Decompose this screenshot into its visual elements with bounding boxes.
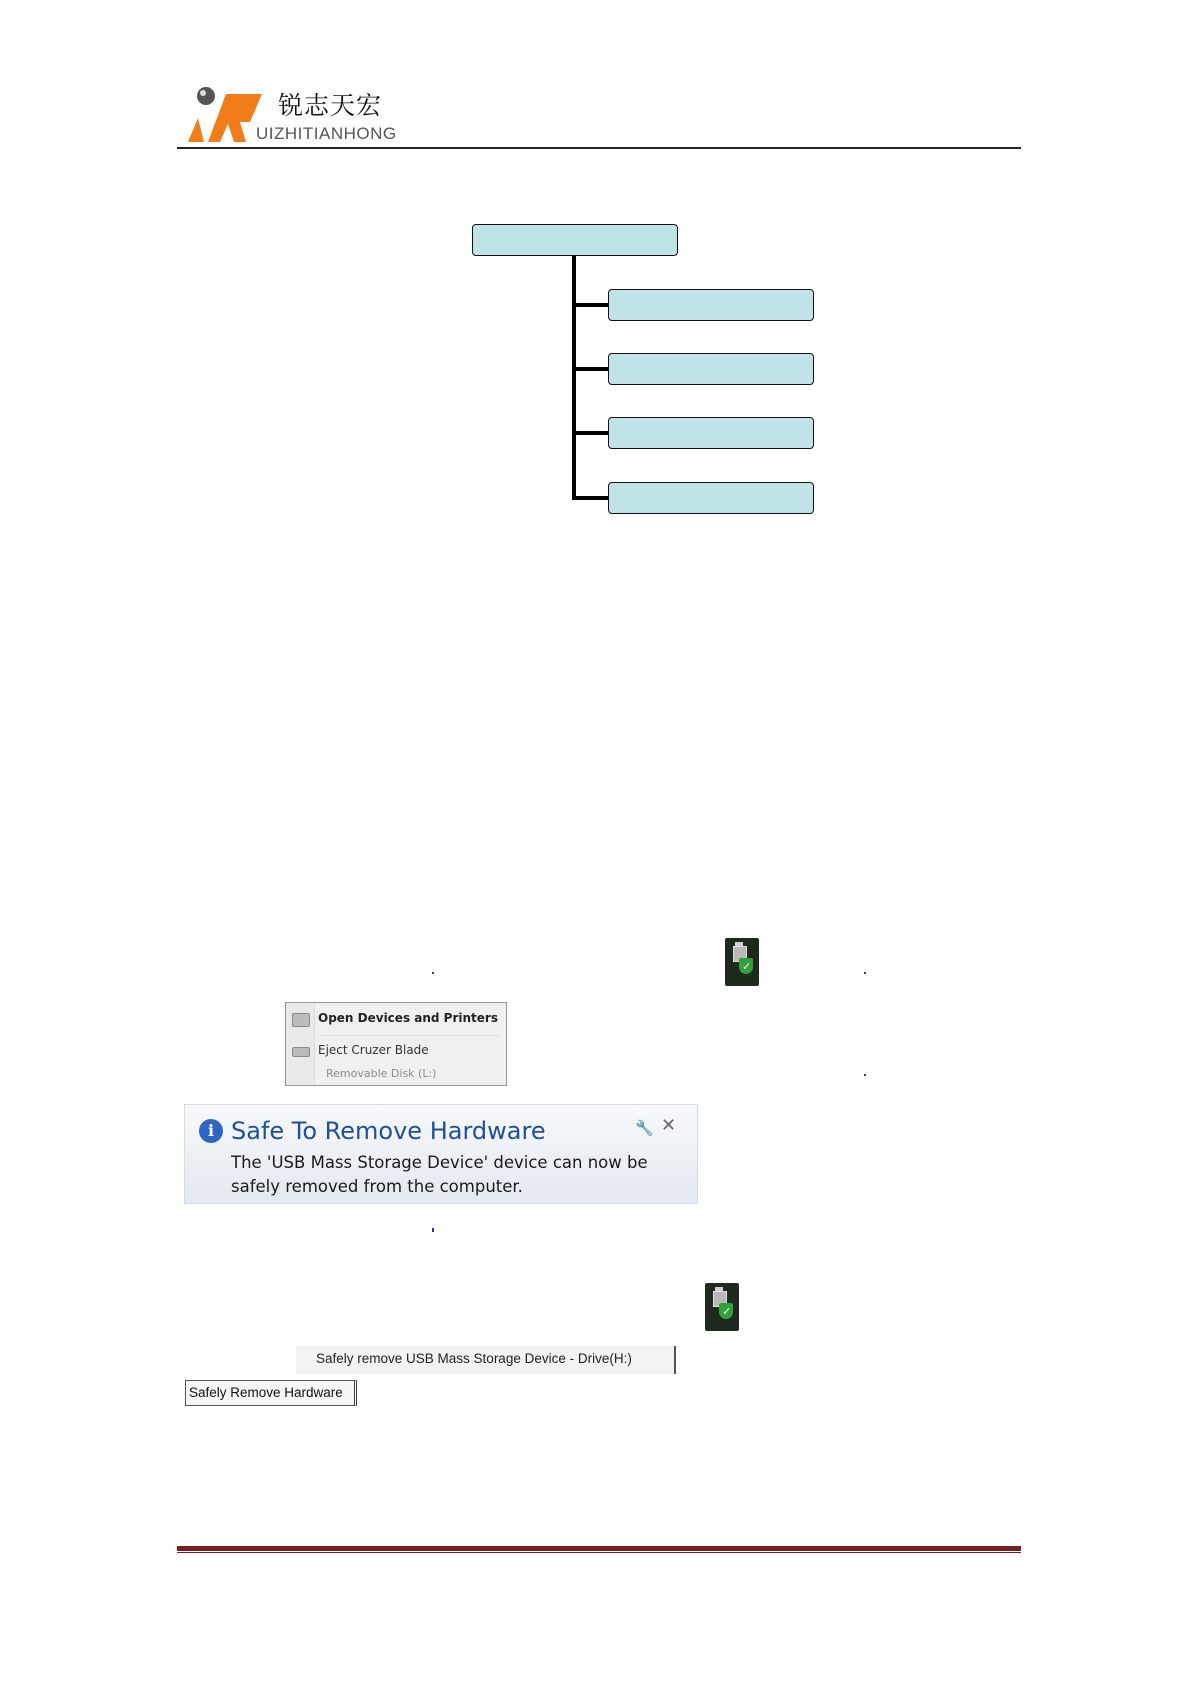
- tree-child-node: [608, 289, 814, 321]
- stray-mark: [864, 972, 866, 974]
- logo-chinese-text: 锐志天宏: [278, 91, 383, 120]
- tree-branch-line: [572, 496, 610, 500]
- footer-divider-thick: [177, 1546, 1021, 1551]
- logo-english-text: UIZHITIANHONG: [256, 124, 397, 143]
- tree-branch-line: [572, 303, 610, 307]
- menu-subitem-removable-disk: Removable Disk (L:): [326, 1067, 437, 1080]
- devices-printers-icon: [292, 1013, 310, 1027]
- menu-item-open-devices-printers[interactable]: Open Devices and Printers: [318, 1011, 498, 1025]
- tooltip-text: Safely Remove Hardware: [189, 1385, 343, 1400]
- safely-remove-hardware-tooltip: [185, 1380, 357, 1406]
- drive-icon: [292, 1047, 310, 1057]
- footer-divider-thin: [177, 1552, 1021, 1553]
- menu-item-eject-cruzer-blade[interactable]: Eject Cruzer Blade: [318, 1043, 429, 1057]
- tree-child-node: [608, 417, 814, 449]
- safely-remove-device-tooltip[interactable]: [296, 1346, 676, 1374]
- safe-to-remove-notification: [184, 1104, 698, 1204]
- notification-message: The 'USB Mass Storage Device' device can now be safely removed from the computer.: [231, 1153, 648, 1196]
- notification-title: Safe To Remove Hardware: [231, 1117, 546, 1145]
- tree-root-node: [472, 224, 678, 256]
- tree-branch-line: [572, 367, 610, 371]
- tray-context-menu: [285, 1002, 507, 1086]
- safely-remove-hardware-icon[interactable]: ✓: [725, 938, 759, 986]
- stray-mark: [432, 1228, 434, 1232]
- stray-mark: [432, 972, 434, 974]
- tree-child-node: [608, 353, 814, 385]
- stray-mark: [864, 1074, 866, 1076]
- safely-remove-hardware-icon[interactable]: ✓: [705, 1283, 739, 1331]
- wrench-icon[interactable]: 🔧: [635, 1120, 654, 1137]
- tree-child-node: [608, 482, 814, 514]
- tree-diagram: [0, 0, 1191, 560]
- tree-branch-line: [572, 431, 610, 435]
- tree-trunk-line: [572, 256, 576, 500]
- menu-separator: [318, 1035, 500, 1036]
- info-icon: i: [199, 1119, 223, 1143]
- close-icon[interactable]: ✕: [661, 1115, 677, 1135]
- tooltip-text: Safely remove USB Mass Storage Device - Drive(H:): [316, 1351, 632, 1366]
